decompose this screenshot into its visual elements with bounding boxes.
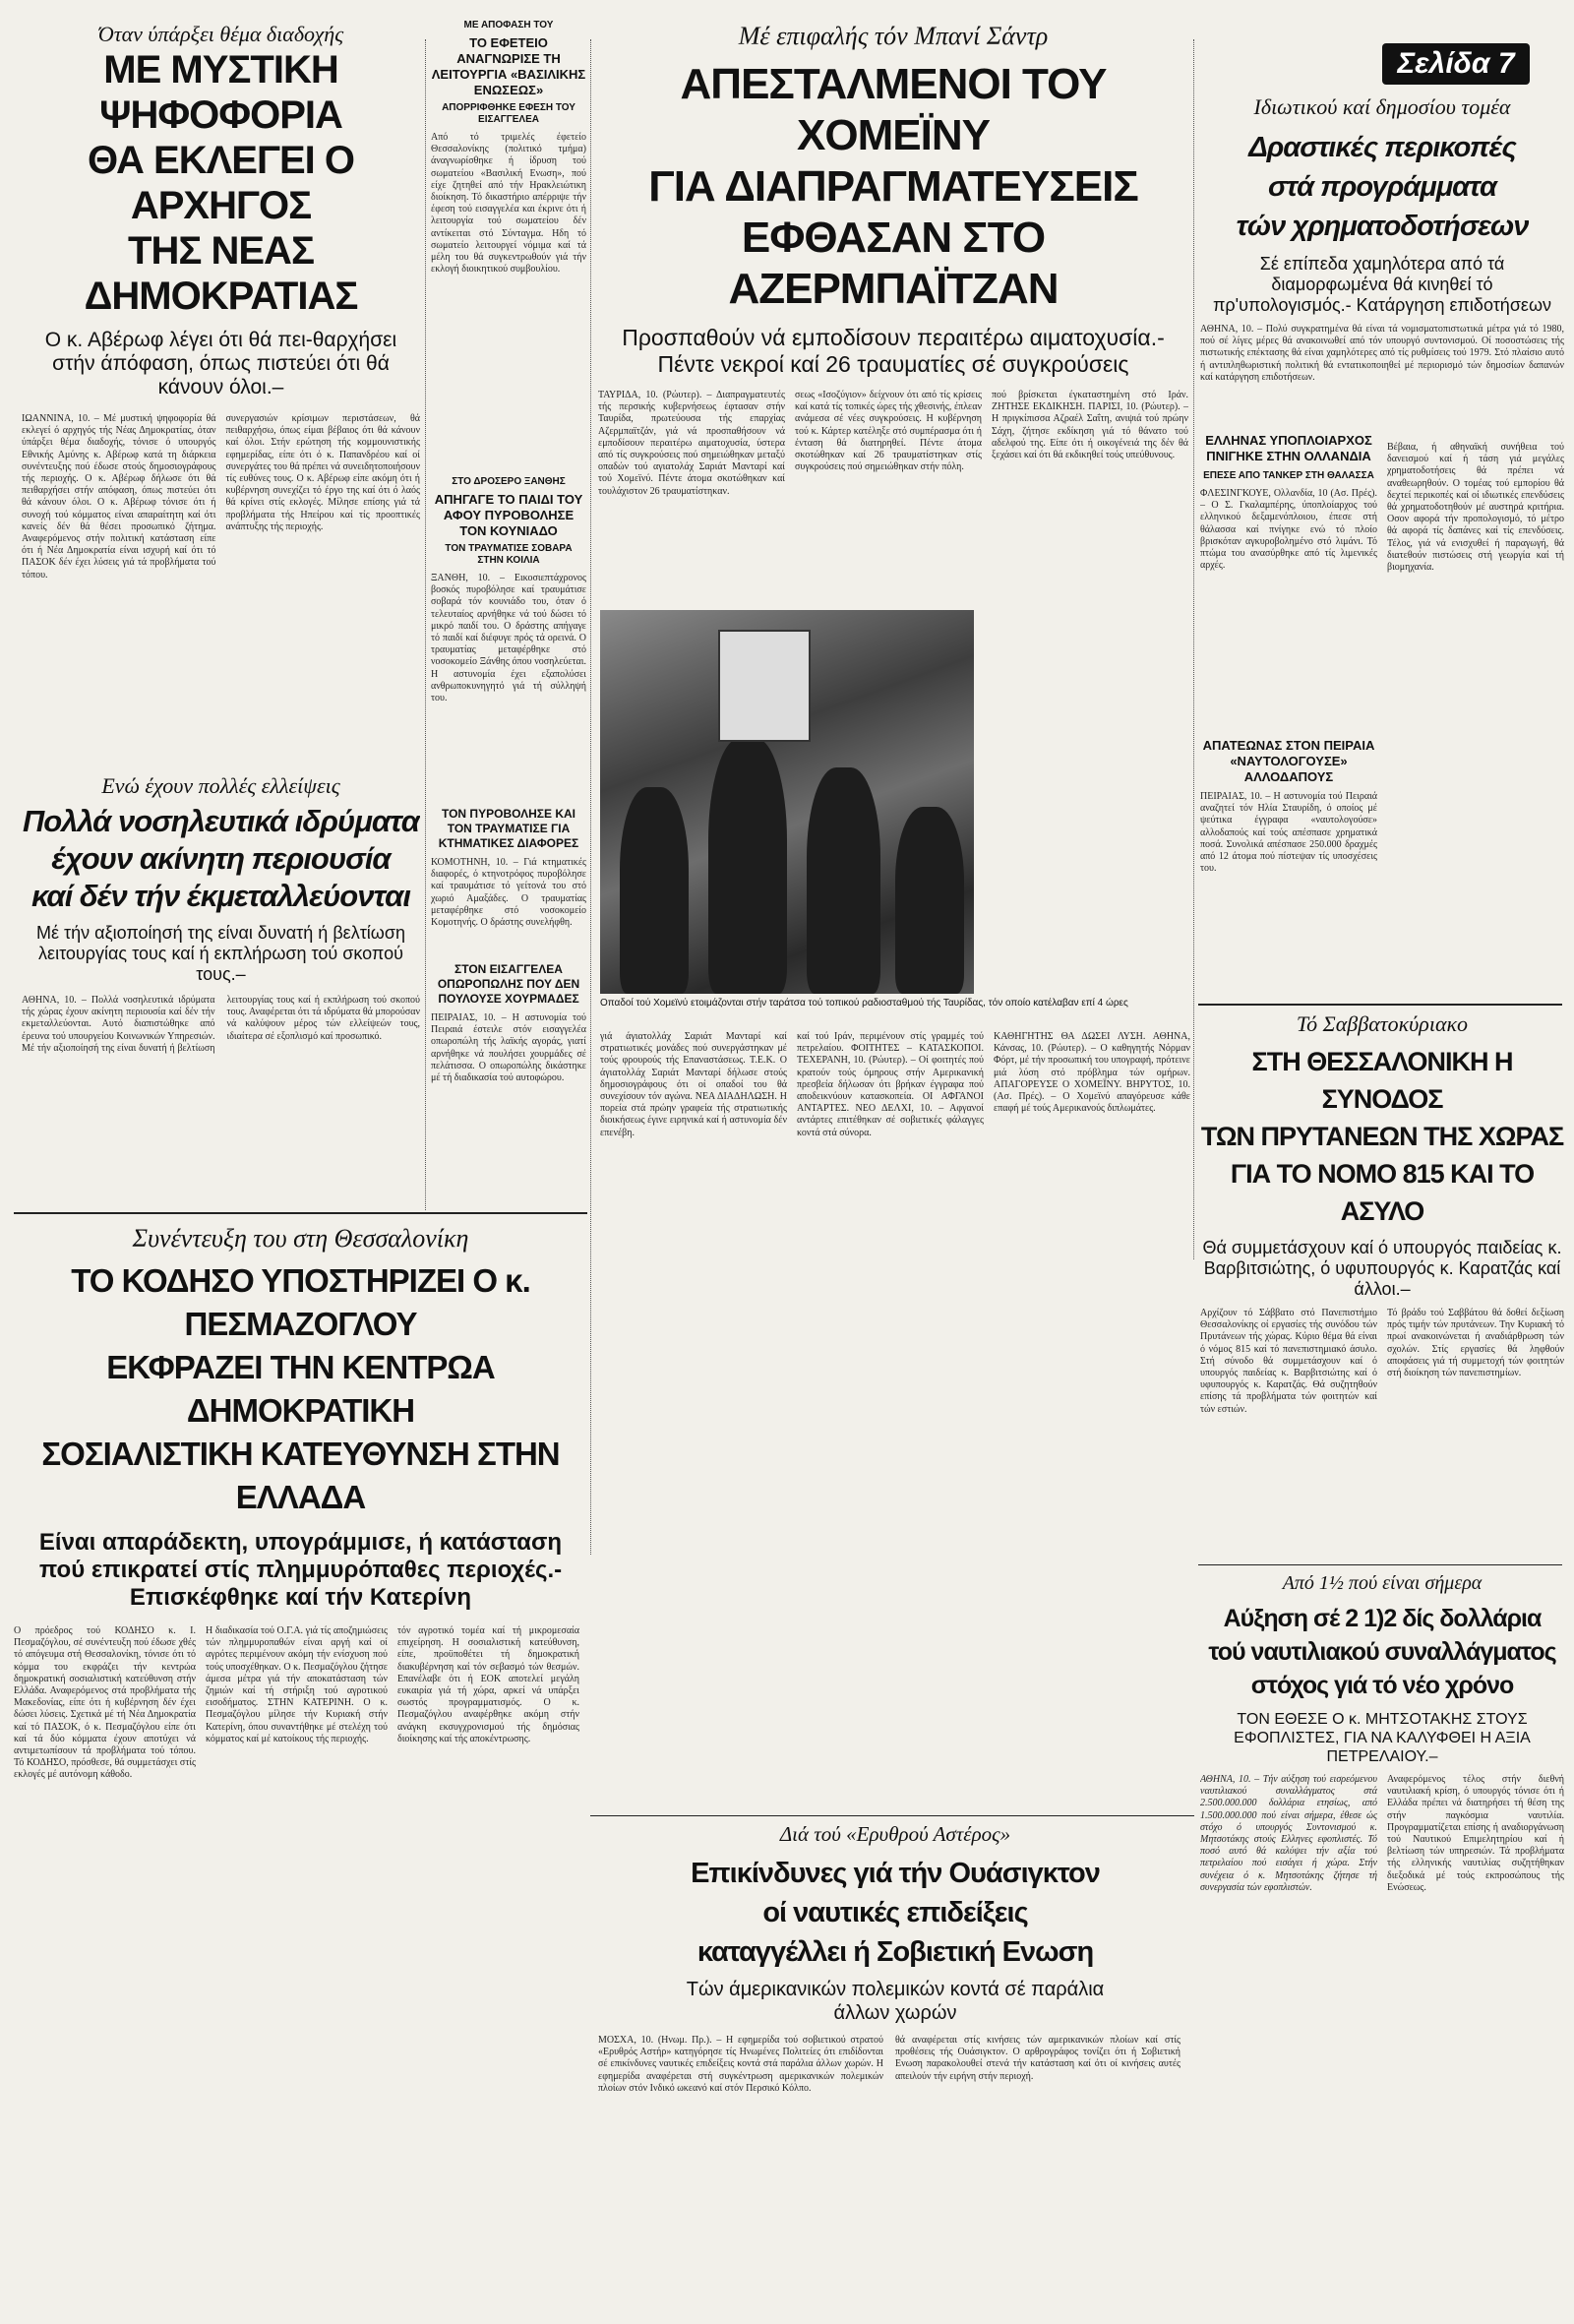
article-headline-line: ΑΠΕΣΤΑΛΜΕΝΟΙ ΤΟΥ ΧΟΜΕΪΝΥ (680, 60, 1107, 159)
article-headline-line: ΤΟ ΚΟΔΗΣΟ ΥΠΟΣΤΗΡΙΖΕΙ Ο κ. ΠΕΣΜΑΖΟΓΛΟΥ (71, 1262, 530, 1342)
article-kicker: Τό Σαββατοκύριακο (1296, 1011, 1469, 1036)
article-headline: ΑΠΗΓΑΓΕ ΤΟ ΠΑΙΔΙ ΤΟΥ ΑΦΟΥ ΠΥΡΟΒΟΛΗΣΕ ΤΟΝ ΚΟΥΝΙΑΔΟ (434, 492, 583, 538)
horizontal-rule (590, 1815, 1194, 1816)
article-subhead: Προσπαθούν νά εμποδίσουν περαιτέρω αιματοχυσία.- Πέντε νεκροί καί 26 τραυματίες σέ συγκρούσεις (622, 325, 1165, 377)
article-body: ΙΩΑΝΝΙΝΑ, 10. – Μέ μυστική ψηφοφορία θά εκλεγεί ό αρχηγός τής Νέας Δημοκρατίας, όταν ύπάρξει θέμα διαδοχής, τόνισε ό υπουργός Εθνικής Αμύνης κ. Αβέρωφ κατά τη διάρκεια συνέντευξης πού έδωσε στούς δημοσιογράφους τής περιοχής. Ο κ. Αβέρωφ δήλωσε ότι θά πειθαρχήσει στήν απόφαση, όπως πιστεύει ότι θά κάνουν όλοι. Ο κ. Αβέρωφ τόνισε ότι ή συνοχή τού κόμματος είναι απαραίτητη καί ότι κανείς δέν θά θέσει προσωπικό ζήτημα. Αναφερόμενος στήν πολιτική κατάσταση είπε ότι ή Νέα Δημοκρατία είναι ισχυρή καί ότι τό ΠΑΣΟΚ δέν έχει λύσεις γιά τά προβλήματα τού τόπου. (22, 413, 216, 581)
news-photo (600, 610, 974, 994)
article-headline-line: ΕΦΘΑΣΑΝ ΣΤΟ ΑΖΕΡΜΠΑΪΤΖΑΝ (728, 214, 1059, 313)
article-headline-line: ΜΕ ΜΥΣΤΙΚΗ ΨΗΦΟΦΟΡΙΑ (99, 48, 342, 137)
article-body: ΑΘΗΝΑ, 10. – Πολύ συγκρατημένα θά είναι τά νομισματοπιστωτικά μέτρα γιά τό 1980, πού σέ λίγες μέρες θά ανακοινωθεί από τόν υπουργό συντονισμού. Οί ποσοστώσεις τής πιστωτικής επέκτασης θά είναι χαμηλότερες από τίς ρυθμίσεις τού 1979. Στό πλαίσιο αυτό ή αντιπληθωριστική πολιτική θά εντατικοποιηθεί μέ περιορισμό τών δημοσίων δαπανών καί κατάργηση επιδοτήσεων. (1200, 324, 1564, 383)
photo-figure (807, 767, 880, 994)
article-kicker: ΣΤΟ ΔΡΟΣΕΡΟ ΞΑΝΘΗΣ (452, 476, 566, 487)
article-subhead: Τών άμερικανικών πολεμικών κοντά σέ παράλια άλλων χωρών (686, 1979, 1105, 2024)
article-headline-line: στόχος γιά τό νέο χρόνο (1250, 1672, 1514, 1699)
article-body: ΚΟΜΟΤΗΝΗ, 10. – Γιά κτηματικές διαφορές, ό κτηνοτρόφος πυροβόλησε καί τραυμάτισε τό γείτονά του στό χωριό Αμαξάδες. Ο τραυματίας μεταφέρθηκε στό νοσοκομείο Κομοτηνής. Ο δράστης συνελήφθη. (431, 857, 586, 929)
article-headline-line: ΘΑ ΕΚΛΕΓΕΙ Ο ΑΡΧΗΓΟΣ (87, 139, 355, 227)
article-body: ΞΑΝΘΗ, 10. – Εικοσιεπτάχρονος βοσκός πυροβόλησε καί τραυμάτισε σοβαρά τόν κουνιάδο του, όταν ό τελευταίος αρνήθηκε νά τού δώσει τό μικρό παιδί του. Ο δράστης απήγαγε τό παιδί καί διέφυγε πρός τά ορεινά. Ο τραυματίας μεταφέρθηκε στό νοσοκομείο Ξάνθης όπου νοσηλεύεται. Η αστυνομία έχει εξαπολύσει ανθρωποκυνηγητό γιά τή σύλληψή του. (431, 573, 586, 704)
article-kicker: Όταν ύπάρξει θέμα διαδοχής (97, 22, 344, 46)
article-headline-line: καταγγέλλει ή Σοβιετική Ενωση (696, 1936, 1094, 1968)
article-headline: ΕΛΛΗΝΑΣ ΥΠΟΠΛΟΙΑΡΧΟΣ ΠΝΙΓΗΚΕ ΣΤΗΝ ΟΛΛΑΝΔΙΑ (1205, 433, 1372, 463)
photo-portrait (718, 630, 811, 742)
article-subhead: Σέ επίπεδα χαμηλότερα από τά διαμορφωμένα θά κινηθεί τό πρ'υπολογισμός.- Κατάργηση επιδοτήσεων (1212, 254, 1552, 315)
article-subhead: Θά συμμετάσχουν καί ό υπουργός παιδείας κ. Βαρβιτσιώτης, ό υφυπουργός κ. Καρατζάς καί άλλοι.– (1202, 1238, 1562, 1299)
photo-caption (600, 998, 1190, 1025)
article-averof (22, 22, 420, 769)
article-headline-line: Δραστικές περικοπές (1248, 132, 1516, 163)
article-headline-line: ΕΚΦΡΑΖΕΙ ΤΗΝ ΚΕΝΤΡΩΑ ΔΗΜΟΚΡΑΤΙΚΗ (106, 1349, 495, 1429)
article-body: πού βρίσκεται έγκαταστημένη στό Ιράν. ΖΗΤΗΣΕ ΕΚΔΙΚΗΣΗ. ΠΑΡΙΣΙ, 10. (Ρώυτερ). – Η πριγκίπισσα Αζραέλ Σαΐτη, ανιψιά τού πρώην Σάχη, ζήτησε εκδίκηση γιά τό θάνατο τού αδελφού της. Είπε ότι ή οικογένειά της δέν θά ξεχάσει καί ότι θά εκδικηθεί τούς υπεύθυνους. (992, 390, 1188, 461)
page-number-badge (1382, 43, 1530, 85)
article-nosileutika (22, 773, 420, 1206)
article-subhead: Ο κ. Αβέρωφ λέγει ότι θά πει-θαρχήσει στήν άπόφαση, όπως πιστεύει ότι θά κάνουν όλοι.– (44, 329, 397, 398)
article-body: Αρχίζουν τό Σάββατο στό Πανεπιστήμιο Θεσσαλονίκης οί εργασίες τής συνόδου τών Πρυτάνεων τής χώρας. Κύριο θέμα θά είναι ό νόμος 815 καί τό πανεπιστημιακό άσυλο. Στή σύνοδο θά συμμετάσχουν καί ό υπουργός παιδείας κ. Βαρβιτσιώτης καί ό υφυπουργός κ. Καρατζάς. Θά συζητηθούν επίσης τά προβλήματα τών φοιτητών καί τών εστιών. (1200, 1308, 1377, 1415)
article-headline-line: ΣΤΗ ΘΕΣΣΑΛΟΝΙΚΗ Η ΣΥΝΟΔΟΣ (1251, 1047, 1513, 1114)
article-headline: ΤΟΝ ΠΥΡΟΒΟΛΗΣΕ ΚΑΙ ΤΟΝ ΤΡΑΥΜΑΤΙΣΕ ΓΙΑ ΚΤΗΜΑΤΙΚΕΣ ΔΙΑΦΟΡΕΣ (438, 807, 579, 850)
article-headline-line: ΣΟΣΙΑΛΙΣΤΙΚΗ ΚΑΤΕΥΘΥΝΣΗ ΣΤΗΝ ΕΛΛΑΔΑ (41, 1436, 560, 1515)
article-subhead: Είναι απαράδεκτη, υπογράμμισε, ή κατάσταση πού επικρατεί στίς πλημμυρόπαθες περιοχές.-Επισκέφθηκε καί τήν Κατερίνη (38, 1529, 563, 1611)
horizontal-rule (1198, 1004, 1562, 1006)
article-headline-line: έχουν ακίνητη περιουσία (51, 841, 391, 876)
article-kicker: Συνέντευξη του στη Θεσσαλονίκη (132, 1224, 469, 1253)
article-headline-line: καί δέν τήν έκμεταλλεύονται (30, 879, 410, 913)
article-headline-line: ΤΗΣ ΝΕΑΣ ΔΗΜΟΚΡΑΤΙΑΣ (84, 229, 358, 318)
article-naytiliako (1200, 1572, 1564, 2316)
article-headline: ΣΤΟΝ ΕΙΣΑΓΓΕΛΕΑ ΟΠΩΡΟΠΩΛΗΣ ΠΟΥ ΔΕΝ ΠΟΥΛΟΥΣΕ ΧΟΥΡΜΑΔΕΣ (437, 962, 580, 1006)
article-headline-line: ΤΩΝ ΠΡΥΤΑΝΕΩΝ ΤΗΣ ΧΩΡΑΣ (1200, 1122, 1564, 1151)
article-headline-line: Αύξηση σέ 2 1)2 δίς δολλάρια (1223, 1605, 1542, 1632)
article-body: ΑΘΗΝΑ, 10. – Πολλά νοσηλευτικά ιδρύματα τής χώρας έχουν ακίνητη περιουσία καί δέν τήν εκμεταλλεύονται. Αυτό διαπιστώθηκε από έρευνα τού υπουργείου Κοινωνικών Υπηρεσιών. Μέ τήν αξιοποίησή της είναι δυνατή ή βελτίωση λειτουργίας τους καί ή εκπλήρωση τού σκοπού τους. Αναφέρεται ότι τά ιδρύματα θά μπορούσαν νά καλύψουν μέρος τών ελλείψεών τους, ιδιαίτερα σέ εξοπλισμό καί προσωπικό. (22, 995, 420, 1054)
article-kodiso (14, 1224, 587, 2316)
article-subhead: Μέ τήν αξιοποίησή της είναι δυνατή ή βελτίωση λειτουργίας τους καί ή εκπλήρωση τού σκοπού τους.– (36, 923, 405, 984)
article-body: Η διαδικασία τού Ο.Γ.Α. γιά τίς αποζημιώσεις τών πλημμυροπαθών είναι αργή καί οί αγρότες περιμένουν ακόμη τήν ενίσχυση πού τούς υποσχέθηκαν. Ο κ. Πεσμαζόγλου ζήτησε άμεσα μέτρα γιά τήν αποκατάσταση τών ζημιών καί τή στήριξη τού αγροτικού εισοδήματος. ΣΤΗΝ ΚΑΤΕΡΙΝΗ. Ο κ. Πεσμαζόγλου μίλησε τήν Κυριακή στήν Κατερίνη, όπου συναντήθηκε μέ στελέχη τού κόμματος καί μέ κατοίκους τής περιοχής. (206, 1625, 388, 1744)
article-body: σεως «Ισοζύγιον» δείχνουν ότι από τίς κρίσεις καί κατά τίς τοπικές ώρες τής χθεσινής, έπλεαν ανάμεσα σέ νέες συγκρούσεις. Η κυβέρνηση τού κ. Κάρτερ κατέληξε στό συμπέρασμα ότι ή ένταση θά διατηρηθεί. Πέντε άτομα σκοτώθηκαν καί 26 τραυματίστηκαν στίς συγκρούσεις πού σημειώθηκαν στήν πόλη. (795, 390, 982, 473)
article-body: ΠΕΙΡΑΙΑΣ, 10. – Η αστυνομία τού Πειραιά έστειλε στόν εισαγγελέα οπωροπώλη τής λαϊκής αγοράς, γιατί αρνήθηκε νά πουλήσει χουρμάδες σέ πελάτισσα. Ο οπωροπώλης δικάστηκε μέ τή διαδικασία τού αυτοφώρου. (431, 1012, 586, 1084)
article-ktimatikes (431, 807, 586, 954)
photo-figure (708, 738, 787, 994)
article-headline-line: στά προγράμματα (1268, 171, 1496, 203)
article-subhead: ΤΟΝ ΤΡΑΥΜΑΤΙΣΕ ΣΟΒΑΡΑ ΣΤΗΝ ΚΟΙΛΙΑ (445, 543, 573, 566)
article-headline: ΑΠΑΤΕΩΝΑΣ ΣΤΟΝ ΠΕΙΡΑΙΑ «ΝΑΥΤΟΛΟΓΟΥΣΕ» ΑΛΛΟΔΑΠΟΥΣ (1202, 738, 1375, 784)
article-body: ΜΟΣΧΑ, 10. (Ηνωμ. Πρ.). – Η εφημερίδα τού σοβιετικού στρατού «Ερυθρός Αστήρ» κατηγόρησε τίς Ηνωμένες Πολιτείες ότι επιδίδονται σέ επικίνδυνες ναυτικές επιδείξεις κοντά στά παράλια άλλων χωρών. Η εφημερίδα αναφέρεται στή συγκέντρωση αμερικανικών πολεμικών πλοίων στόν Ινδικό ωκεανό καί στόν Περσικό Κόλπο. (598, 2035, 883, 2094)
horizontal-rule (14, 1212, 587, 1214)
article-body: ΠΕΙΡΑΙΑΣ, 10. – Η αστυνομία τού Πειραιά αναζητεί τόν Ηλία Σταυρίδη, ό οποίος μέ ψεύτικα έγγραφα «ναυτολογούσε» αλλοδαπούς καί τούς απέσπασε χρηματικά ποσά. Συνολικά απέσπασε 250.000 δραχμές από 12 άτομα πού πίστεψαν τίς υποσχέσεις του. (1200, 791, 1377, 875)
article-efeteio (431, 20, 586, 472)
article-body: καί τού Ιράν, περιμένουν στίς γραμμές τού πετρελαίου. ΦΟΙΤΗΤΕΣ – ΚΑΤΑΣΚΟΠΟΙ. ΤΕΧΕΡΑΝΗ, 10. (Ρώυτερ). – Οί φοιτητές πού κρατούν τούς όμηρους στήν Αμερικανική πρεσβεία δήλωσαν ότι βρήκαν έγγραφα πού αποδεικνύουν κατασκοπεία. ΟΙ ΑΦΓΑΝΟΙ ΑΝΤΑΡΤΕΣ. ΝΕΟ ΔΕΛΧΙ, 10. – Αφγανοί αντάρτες επιτέθηκαν σέ σοβιετικές φάλαγγες κοντά στά σύνορα. (797, 1031, 984, 1138)
article-body: ΤΑΥΡΙΔΑ, 10. (Ρώυτερ). – Διαπραγματευτές τής περσικής κυβερνήσεως έφτασαν στήν Ταυρίδα, πρωτεύουσα τής επαρχίας Αζερμπαϊτζάν, γιά νά προσπαθήσουν νά εμποδίσουν περαιτέρω αιματοχυσία, ύστερα από τίς συγκρούσεις πού σημειώθηκαν μεταξύ οπαδών τού αγιατολάχ Σαριάτ Μανταρί καί τού Χομεϊνύ. Πέντε άτομα σκοτώθηκαν καί τουλάχιστον 26 τραυματίστηκαν. (598, 390, 785, 497)
article-kicker: Μέ επιφαλής τόν Μπανί Σάντρ (738, 22, 1049, 50)
article-body: ΑΘΗΝΑ, 10. – Τήν αύξηση τού εισρεόμενου ναυτιλιακού συναλλάγματος στά 2.500.000.000 δολλάρια ετησίως, από 1.500.000.000 πού είναι σήμερα, έθεσε ώς στόχο ό υπουργός Συντονισμού κ. Μητσοτάκης στούς Ελληνες εφοπλιστές. Τό ποσό αυτό θά καλύψει τήν αξία τού πετρελαίου πού εισάγει ή χώρα. Στήν συνέχεια ό κ. Μητσοτάκης ζήτησε τή συνεργασία τών εφοπλιστών. (1200, 1774, 1377, 1893)
article-headline-line: Πολλά νοσηλευτικά ιδρύματα (22, 804, 420, 838)
article-body: ΚΑΘΗΓΗΤΗΣ ΘΑ ΔΩΣΕΙ ΛΥΣΗ. ΑΘΗΝΑ, Κάνσας, 10. (Ρώυτερ). – Ο καθηγητής Νόρμαν Φόρτ, μέ τήν προσωπική του υπογραφή, πρότεινε μιά λύση στό πρόβλημα τών ομήρων. ΑΠΑΓΟΡΕΥΣΕ Ο ΧΟΜΕΪΝΥ. ΒΗΡΥΤΟΣ, 10. (Ασ. Πρές). – Ο Χομεϊνύ απαγόρευσε κάθε επαφή μέ τούς Αμερικανούς διπλωμάτες. (994, 1031, 1190, 1115)
column-rule (1193, 39, 1194, 1259)
article-headline: ΤΟ ΕΦΕΤΕΙΟ ΑΝΑΓΝΩΡΙΣΕ ΤΗ ΛΕΙΤΟΥΡΓΙΑ «ΒΑΣΙΛΙΚΗΣ ΕΝΩΣΕΩΣ» (431, 35, 586, 97)
article-body: Αναφερόμενος τέλος στήν διεθνή ναυτιλιακή κρίση, ό υπουργός τόνισε ότι ή Ελλάδα πρέπει νά διατηρήσει τή θέση της στήν παγκόσμια ναυτιλία. Προγραμματίζεται επίσης ή αναδιοργάνωση τού Ναυτικού Επιμελητηρίου καί ή βελτίωση τών υπηρεσιών. Τά προβλήματα τής ελληνικής ναυτιλίας συζητήθηκαν διεξοδικά μέ τούς εκπροσώπους τής Ενώσεως. (1387, 1774, 1564, 1893)
horizontal-rule (1198, 1564, 1562, 1565)
article-prytaneis (1200, 1011, 1564, 1558)
article-subhead: ΑΠΟΡΡΙΦΘΗΚΕ ΕΦΕΣΗ ΤΟΥ ΕΙΣΑΓΓΕΛΕΑ (442, 102, 575, 125)
article-homeini-continued (600, 1031, 1190, 1808)
article-headline-line: Επικίνδυνες γιά τήν Ουάσιγκτον (691, 1858, 1100, 1889)
article-headline-line: οί ναυτικές επιδείξεις (762, 1897, 1028, 1928)
article-kicker: Διά τού «Ερυθρού Αστέρος» (779, 1822, 1011, 1846)
article-body: ΦΛΕΣΙΝΓΚΟΥΕ, Ολλανδία, 10 (Ασ. Πρές). – Ο Σ. Γκαλαμπέρης, ύποπλοίαρχος τού ελληνικού δεξαμενόπλοιου, έπεσε στή θάλασσα καί πνίγηκε ενώ τό πλοίο βρισκόταν αγκυροβολημένο στό λιμάνι. Τό πτώμα του ανασύρθηκε από τίς λιμενικές αρχές. (1200, 488, 1377, 572)
article-sovietiki (598, 1822, 1192, 2314)
photo-figure (895, 807, 964, 994)
article-kicker: ΜΕ ΑΠΟΦΑΣΗ ΤΟΥ (463, 20, 554, 31)
article-apateonas (1200, 738, 1377, 994)
article-headline-line: ΓΙΑ ΤΟ ΝΟΜΟ 815 ΚΑΙ ΤΟ ΑΣΥΛΟ (1230, 1159, 1535, 1226)
article-headline-line: τών χρηματοδοτήσεων (1236, 211, 1529, 242)
article-subhead: ΤΟΝ ΕΘΕΣΕ Ο κ. ΜΗΤΣΟΤΑΚΗΣ ΣΤΟΥΣ ΕΦΟΠΛΙΣΤΕΣ, ΓΙΑ ΝΑ ΚΑΛΥΦΘΕΙ Η ΑΞΙΑ ΠΕΤΡΕΛΑΙΟΥ.– (1234, 1711, 1531, 1765)
article-ypoploiarhos (1200, 433, 1377, 728)
article-hourmades (431, 962, 586, 1208)
caption-text: Οπαδοί τού Χομεϊνύ ετοιμάζονται στήν ταράτσα τού τοπικού ραδιοσταθμού τής Ταυρίδας, τόν οποίο κατέλαβαν επί 4 ώρες (600, 998, 1128, 1009)
article-kicker: Ενώ έχουν πολλές ελλείψεις (101, 773, 340, 798)
article-kicker: Ιδιωτικού καί δημοσίου τομέα (1253, 94, 1511, 119)
article-body: θά αναφέρεται στίς κινήσεις τών αμερικανικών πλοίων καί στίς προθέσεις τής Ουάσιγκτον. Ο αρθρογράφος τονίζει ότι ή Σοβιετική Ενωση παρακολουθεί στενά τήν κατάσταση καί ότι οί κινήσεις αυτές απειλούν τήν ειρήνη στήν περιοχή. (895, 2035, 1180, 2082)
article-body: Από τό τριμελές έφετείο Θεσσαλονίκης (πολιτικό τμήμα) άναγνωρίσθηκε ή ίδρυση τού σωματείου «Βασιλική Ενωση», πού είχε ζητηθεί από τήν Ηρακλειώτικη διοίκηση. Τό δικαστήριο απέρριψε τήν έφεση τού εισαγγελέα και έκρινε ότι ή λειτουργία τού σωματείου δέν αντίκειται στό Σύνταγμα. Ηδη τό σωματείο λειτουργεί νόμιμα καί τά μέλη του θά συγκεντρωθούν γιά τήν εκλογή διοικητικού συμβουλίου. (431, 132, 586, 275)
article-body: τόν αγροτικό τομέα καί τή μικρομεσαία επιχείρηση. Η σοσιαλιστική κατεύθυνση, είπε, προϋποθέτει τή δημοκρατική διακυβέρνηση καί τόν σεβασμό τών θεσμών. Επανέλαβε ότι ή ΕΟΚ αποτελεί μεγάλη ευκαιρία γιά τή χώρα, αρκεί νά υπάρξει σωστός προγραμματισμός. Ο κ. Πεσμαζόγλου αναφέρθηκε ακόμη στήν ανάγκη εκσυγχρονισμού τής δημόσιας διοίκησης καί τής αποκέντρωσης. (397, 1625, 579, 1744)
column-rule (425, 39, 426, 1210)
page-number-label: Σελίδα 7 (1397, 47, 1515, 80)
article-headline-line: ΓΙΑ ΔΙΑΠΡΑΓΜΑΤΕΥΣΕΙΣ (648, 162, 1138, 211)
article-body: συνεργασιών κρίσιμων περιστάσεων, θά πειθαρχήσω, όπως είμαι βέβαιος ότι θά κάνουν καί όλοι. Στήν ερώτηση τής κομμουνιστικής εφημερίδας, είπε ότι ό κ. Παπανδρέου καί οί συνεργάτες του θά πρέπει νά συνειδητοποιήσουν τίς ευθύνες τους. Ο κ. Αβέρωφ είπε ακόμη ότι ή κυβέρνηση συνεχίζει τό έργο της καί ότι ό λαός θά κρίνει στίς εκλογές. Μίλησε επίσης γιά τά προβλήματα τής Ηπείρου καί τίς προοπτικές ανάπτυξης τής περιοχής. (225, 413, 420, 532)
article-subhead: ΕΠΕΣΕ ΑΠΟ ΤΑΝΚΕΡ ΣΤΗ ΘΑΛΑΣΣΑ (1203, 470, 1374, 481)
article-headline-line: τού ναυτιλιακού συναλλάγματος (1208, 1638, 1556, 1666)
article-droseros (431, 476, 586, 801)
photo-figure (620, 787, 689, 994)
article-body: γιά άγιατολλάχ Σαριάτ Μανταρί καί στρατιωτικές μονάδες πού συνεργάστηκαν μέ τούς φρουρούς τής Επαναστάσεως. Τ.Ε.Κ. Ο άγιατολλάχ Σαριάτ Μανταρί δήλωσε στούς δημοσιογράφους ότι οί οπαδοί του θά συνεχίσουν τόν αγώνα. ΝΕΑ ΔΙΑΔΗΛΩΣΗ. Η πορεία στά πρώην γραφεία τής στρατιωτικής διοικήσεως έγινε ειρηνικά καί ή αστυνομία δέν επενέβη. (600, 1031, 787, 1138)
article-body: Βέβαια, ή αθηναϊκή συνήθεια τού δανεισμού καί ή τάση γιά μεγάλες χρηματοδοτήσεις θά πρέπει νά αναθεωρηθούν. Ο τομέας τού εμπορίου θά δεχτεί περικοπές καί οί ιδιωτικές επενδύσεις θά χρηματοδοτηθούν μέ αυστηρά κριτήρια. Οσον αφορά τήν προπολογισμό, τό μέτρο θά αφορά τίς δαπάνες καί τίς επενδύσεις. Τέλος, γιά νά ενισχυθεί ή παραγωγή, θά διατεθούν πιστώσεις στή γεωργία καί τή βιομηχανία. (1387, 442, 1564, 574)
article-body: Ο πρόεδρος τού ΚΟΔΗΣΟ κ. Ι. Πεσμαζόγλου, σέ συνέντευξη πού έδωσε χθές τό απόγευμα στή Θεσσαλονίκη, τόνισε ότι τό κόμμα του εκφράζει τήν κεντρώα δημοκρατική σοσιαλιστική κατεύθυνση στήν Ελλάδα. Αναφερόμενος στά προβλήματα τής Μακεδονίας, είπε ότι ή κυβέρνηση δέν έχει δώσει λύσεις. Σχετικά μέ τή Νέα Δημοκρατία καί τό ΠΑΣΟΚ, ό κ. Πεσμαζόγλου είπε ότι καί τά δύο κόμματα έχουν αποτύχει νά αντιμετωπίσουν τά προβλήματα τού τόπου. Τό ΚΟΔΗΣΟ, πρόσθεσε, θά συμμετάσχει στίς εκλογές μέ αυτόνομη κάθοδο. (14, 1625, 196, 1781)
article-body: Τό βράδυ τού Σαββάτου θά δοθεί δεξίωση πρός τιμήν τών πρυτάνεων. Την Κυριακή τό πρωί ανακοινώνεται ή αναδιάρθρωση τών σχολών. Στίς εργασίες θά ληφθούν αποφάσεις γιά τή συμμετοχή τών φοιτητών στή διοίκηση τών πανεπιστημίων. (1387, 1308, 1564, 1379)
column-rule (590, 39, 591, 1555)
article-kicker: Από 1½ πού είναι σήμερα (1282, 1572, 1483, 1594)
